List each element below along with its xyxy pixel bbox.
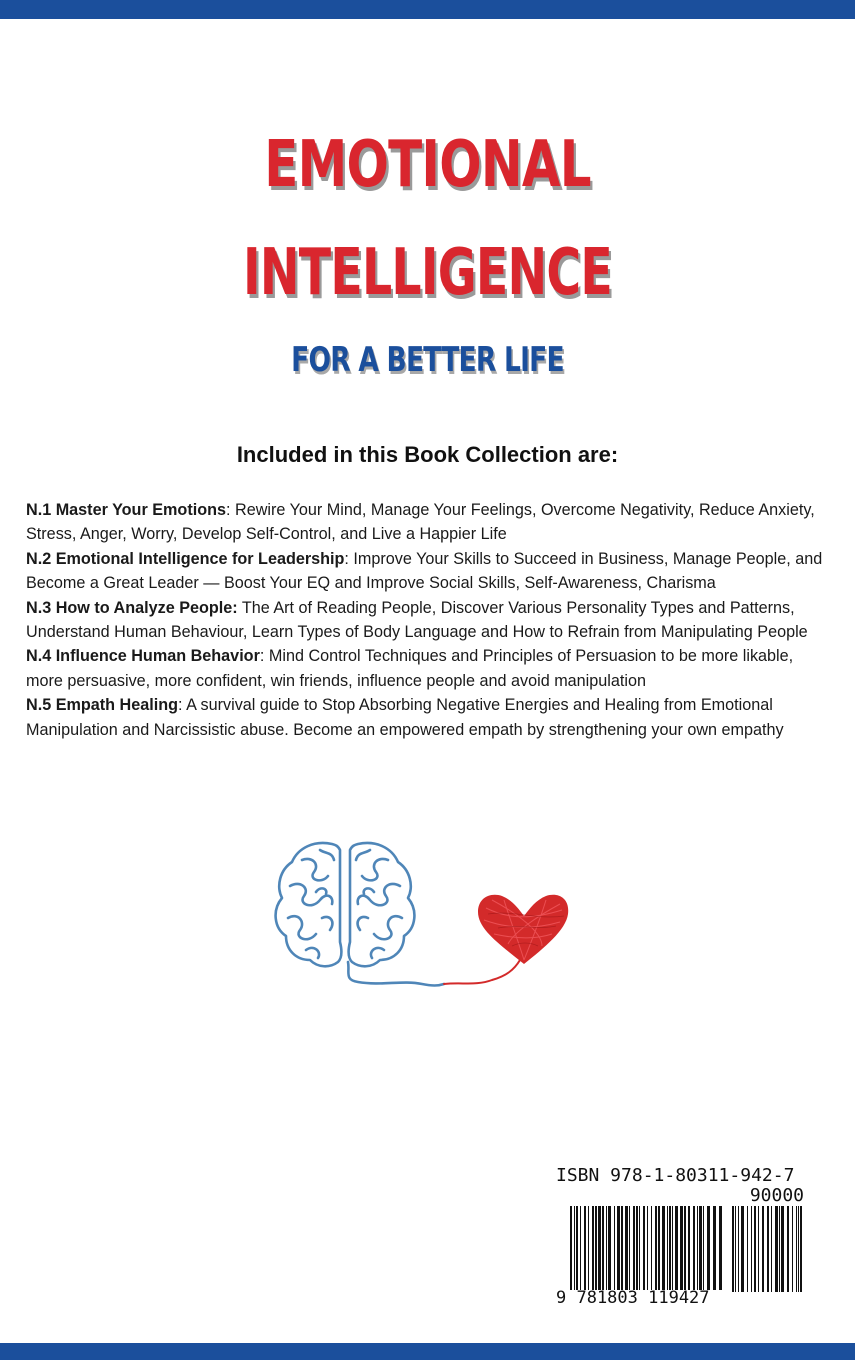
price-code: 90000: [749, 1185, 804, 1206]
barcode-digits: 9 781803 119427: [556, 1288, 710, 1308]
book-list: [26, 498, 831, 742]
book-title: N.3 How to Analyze People:: [26, 598, 238, 617]
book-item: [26, 547, 831, 596]
barcode-icon: [556, 1206, 808, 1292]
book-item: [26, 644, 831, 693]
bottom-band: [0, 1343, 855, 1360]
isbn-label: ISBN 978-1-80311-942-7: [556, 1165, 795, 1186]
book-description: Improve Your Skills to Succeed in Business, Manage People, and Become a Great Leader — Boost Your EQ and Improve Social Skills, Self-Awareness, Charisma: [26, 549, 823, 593]
book-title: N.4 Influence Human Behavior: [26, 647, 260, 666]
top-band: [0, 0, 855, 19]
cover-title-line1: EMOTIONAL: [264, 128, 591, 202]
book-description: Mind Control Techniques and Principles of Persuasion to be more likable, more persuasive, more confident, win friends, influence people and avoid manipulation: [26, 647, 794, 690]
cover-subtitle: FOR A BETTER LIFE: [291, 340, 564, 380]
book-item: [26, 693, 831, 742]
book-separator: :: [178, 696, 183, 715]
book-title: N.2 Emotional Intelligence for Leadership: [26, 549, 345, 568]
isbn-barcode-block: [556, 1166, 808, 1316]
book-description: The Art of Reading People, Discover Various Personality Types and Patterns, Understand Human Behaviour, Learn Types of Body Language and How to Refrain from Manipulating People: [26, 598, 808, 642]
brain-heart-yarn-icon: [262, 830, 582, 1000]
book-title: N.5 Empath Healing: [26, 696, 179, 715]
book-item: [26, 596, 831, 645]
book-description: A survival guide to Stop Absorbing Negative Energies and Healing from Emotional Manipulation and Narcissistic abuse. Become an empowered empath by strengthening your own empathy: [26, 696, 784, 739]
book-separator: :: [344, 549, 349, 568]
book-separator: :: [226, 501, 231, 519]
book-item: [26, 498, 831, 547]
book-title: N.1 Master Your Emotions: [26, 501, 226, 519]
book-description: Rewire Your Mind, Manage Your Feelings, Overcome Negativity, Reduce Anxiety, Stress, Anger, Worry, Develop Self-Control, and Live a Happier Life: [26, 501, 815, 544]
cover-title-line2: INTELLIGENCE: [243, 236, 612, 310]
collection-heading: Included in this Book Collection are:: [236, 442, 619, 467]
book-separator: :: [259, 647, 265, 666]
